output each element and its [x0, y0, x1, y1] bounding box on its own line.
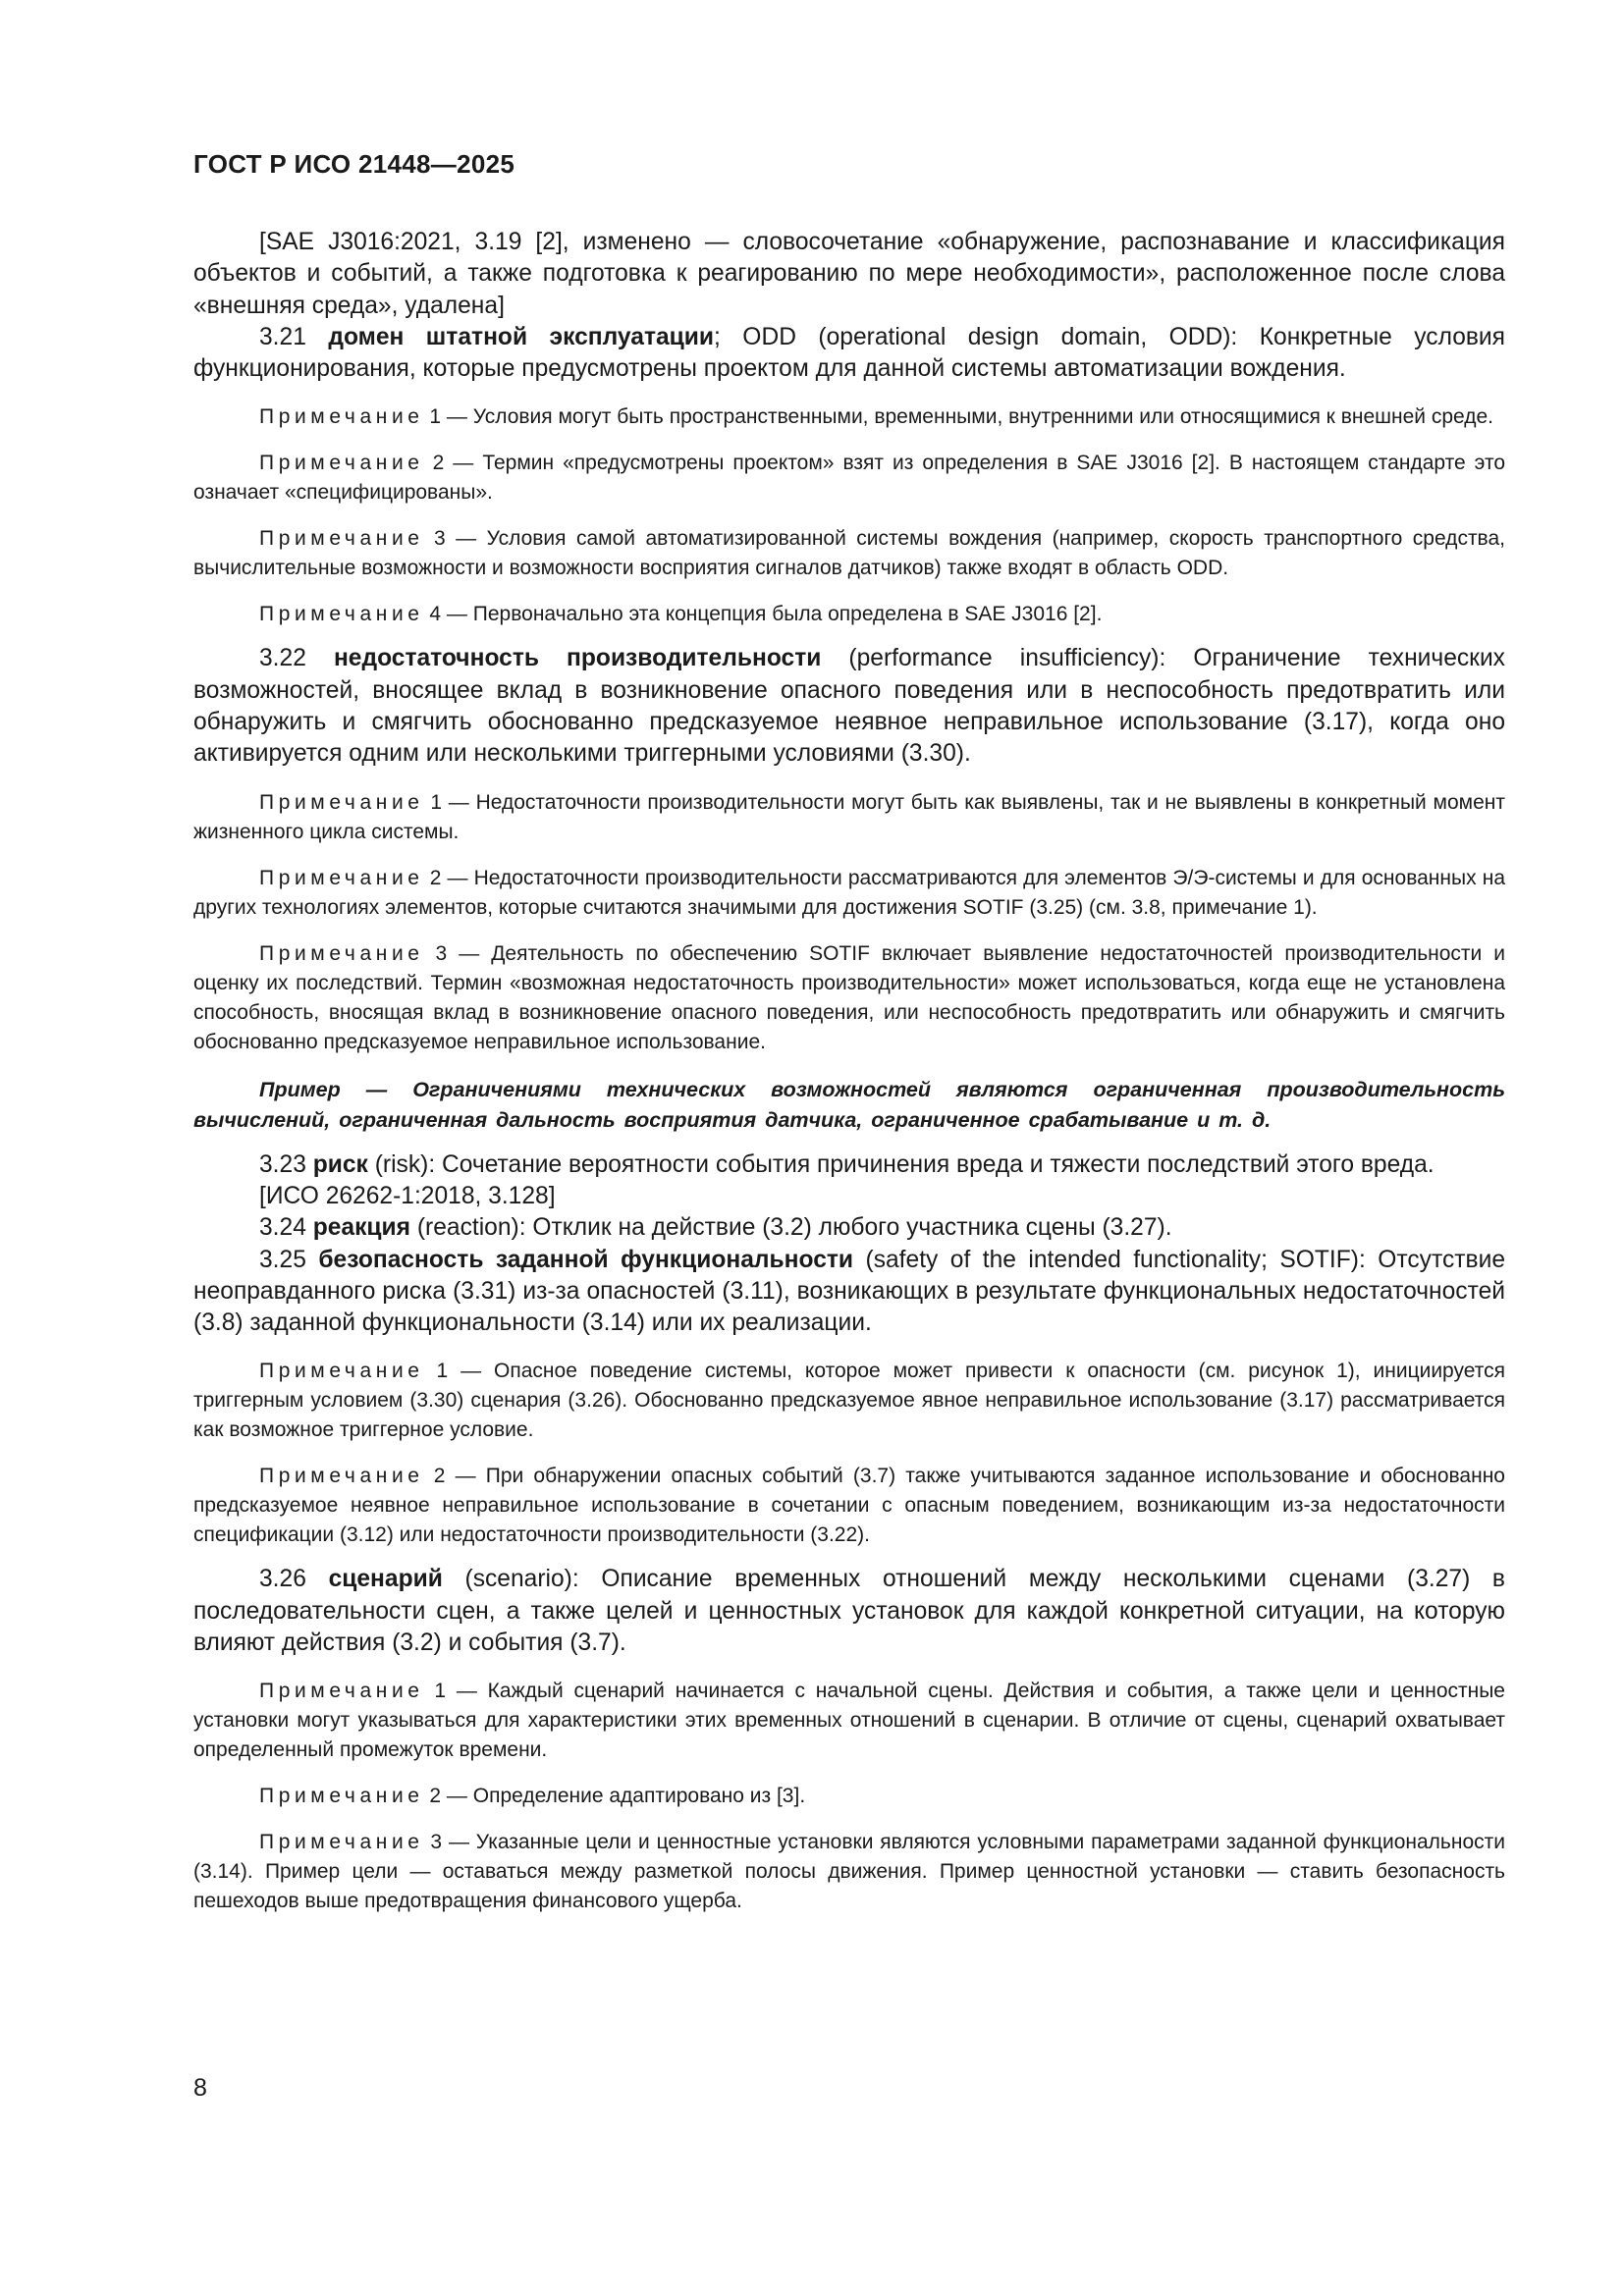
- note-number: 1: [430, 790, 443, 814]
- example-paragraph: Пример — Ограничениями технических возможностей являются ограниченная производительность вычислений, ограниченная дальность восприятия датчика, ограниченное срабатывание и т. д.: [193, 1077, 1505, 1132]
- note-number: 2: [432, 452, 445, 475]
- note-text: — Условия могут быть пространственными, временными, внутренними или относящимися к внешней среде.: [441, 405, 1493, 429]
- note: [193, 402, 1505, 432]
- term-definition-3-25: [193, 1245, 1505, 1340]
- note-text: — Каждый сценарий начинается с начальной сцены. Действия и события, а также цели и ценностные установки могут указываться для характеристики этих временных отношений в сценарии. В отличие от сцены, сценарий охватывает определенный промежуток времени.: [193, 1680, 1505, 1762]
- term-name: сценарий: [328, 1566, 443, 1593]
- note-number: 1: [429, 405, 442, 429]
- note-label: Примечание: [259, 452, 424, 475]
- page-number: 8: [193, 2074, 207, 2102]
- term-body: (scenario): Описание временных отношений между несколькими сценами (3.27) в последовательности сцен, а также целей и ценностных установок для каждой конкретной ситуации, на которую влияют действия (3.2) и события (3.7).: [193, 1566, 1505, 1657]
- note-number: 2: [429, 866, 442, 889]
- document-header: ГОСТ Р ИСО 21448—2025: [193, 149, 515, 179]
- note-text: — Опасное поведение системы, которое может привести к опасности (см. рисунок 1), инициируется триггерным условием (3.30) сценария (3.26). Обоснованно предсказуемое явное неправильное использование (3.17) рассматривается как возможное триггерное условие.: [193, 1360, 1506, 1442]
- note: [193, 449, 1505, 507]
- note-number: 4: [429, 603, 442, 626]
- note-label: Примечание: [259, 1360, 424, 1383]
- note-text: — Указанные цели и ценностные установки являются условными параметрами заданной функциональности (3.14). Пример цели — оставаться между разметкой полосы движения. Пример ценностной установки — ставить безопасность пешеходов выше предотвращения финансового ущерба.: [193, 1831, 1506, 1913]
- note-label: Примечание: [259, 941, 424, 965]
- note-number: 2: [429, 1785, 442, 1808]
- note-number: 1: [434, 1680, 447, 1703]
- note-number: 3: [430, 1831, 443, 1854]
- term-number: 3.23: [259, 1150, 306, 1178]
- note: [193, 864, 1505, 923]
- note: [193, 939, 1505, 1057]
- note-label: Примечание: [259, 405, 424, 429]
- term-definition-3-26: [193, 1564, 1505, 1659]
- note-number: 3: [435, 941, 448, 965]
- note: [193, 1677, 1505, 1765]
- term-definition-3-22: [193, 643, 1505, 770]
- term-name: риск: [312, 1150, 368, 1178]
- term-number: 3.24: [259, 1214, 306, 1242]
- note: [193, 1782, 1505, 1811]
- term-body: (risk): Сочетание вероятности события причинения вреда и тяжести последствий этого вреда.: [367, 1150, 1435, 1178]
- note-text: — Недостаточности производительности могут быть как выявлены, так и не выявлены в конкретный момент жизненного цикла системы.: [193, 790, 1505, 843]
- note: [193, 1462, 1505, 1550]
- note: [193, 788, 1505, 847]
- note-label: Примечание: [259, 1831, 424, 1854]
- note-label: Примечание: [259, 1680, 424, 1703]
- note-text: — Первоначально эта концепция была определена в SAE J3016 [2].: [441, 603, 1103, 626]
- note: [193, 600, 1505, 629]
- note-number: 1: [436, 1360, 449, 1383]
- source-reference: [ИСО 26262-1:2018, 3.128]: [259, 1182, 556, 1209]
- term-body: ; ODD (operational design domain, ODD): Конкретные условия функционирования, которые предусмотрены проектом для данной системы автоматизации вождения.: [193, 323, 1505, 383]
- term-name: домен штатной эксплуатации: [328, 323, 715, 350]
- note-label: Примечание: [259, 1785, 424, 1808]
- note: [193, 524, 1505, 583]
- note-number: 3: [434, 527, 446, 551]
- term-body: (safety of the intended functionality; SOTIF): Отсутствие неоправданного риска (3.31) из-за опасностей (3.11), возникающих в результате функциональных недостаточностей (3.8) заданной функциональности (3.14) или их реализации.: [193, 1246, 1505, 1337]
- source-reference: [SAE J3016:2021, 3.19 [2], изменено — словосочетание «обнаружение, распознавание и классификация объектов и событий, а также подготовка к реагированию по мере необходимости», расположенное после слова «внешняя среда», удалена]: [193, 229, 1505, 319]
- term-number: 3.26: [259, 1566, 306, 1593]
- term-number: 3.22: [259, 645, 306, 672]
- note: [193, 1828, 1505, 1916]
- document-body: [193, 227, 1505, 1916]
- note-label: Примечание: [259, 1465, 424, 1488]
- note-label: Примечание: [259, 866, 424, 889]
- term-definition-3-21: [193, 322, 1505, 386]
- term-name: безопасность заданной функциональности: [318, 1246, 854, 1273]
- term-definition-3-23: [193, 1149, 1505, 1181]
- term-name: реакция: [312, 1214, 410, 1242]
- term-name: недостаточность производительности: [333, 645, 822, 672]
- note-text: — Недостаточности производительности рассматриваются для элементов Э/Э-системы и для основанных на других технологиях элементов, которые считаются значимыми для достижения SOTIF (3.25) (см. 3.8, примечание 1).: [193, 866, 1506, 919]
- term-body: (reaction): Отклик на действие (3.2) любого участника сцены (3.27).: [410, 1214, 1172, 1242]
- term-number: 3.21: [259, 323, 306, 350]
- term-body: (performance insufficiency): Ограничение технических возможностей, вносящее вклад в возникновение опасного поведения или в неспособность предотвратить или обнаружить и смягчить обоснованно предсказуемое неявное неправильное использование (3.17), когда оно активируется одним или несколькими триггерными условиями (3.30).: [193, 645, 1505, 768]
- note-text: — Условия самой автоматизированной системы вождения (например, скорость транспортного средства, вычислительные возможности и возможности восприятия сигналов датчиков) также входят в область ODD.: [193, 527, 1505, 580]
- term-number: 3.25: [259, 1246, 306, 1273]
- note-text: — При обнаружении опасных событий (3.7) также учитываются заданное использование и обоснованно предсказуемое неявное неправильное использование в сочетании с опасным поведением, возникающим из-за недостаточности спецификации (3.12) или недостаточности производительности (3.22).: [193, 1465, 1505, 1547]
- note-number: 2: [433, 1465, 446, 1488]
- note-label: Примечание: [259, 790, 424, 814]
- note-label: Примечание: [259, 527, 424, 551]
- note-text: — Деятельность по обеспечению SOTIF включает выявление недостаточностей производительности и оценку их последствий. Термин «возможная недостаточность производительности» может использоваться, когда еще не установлена способность, вносящая вклад в возникновение опасного поведения, или неспособность предотвратить или обнаружить и смягчить обоснованно предсказуемое неправильное использование.: [193, 941, 1505, 1053]
- term-definition-3-24: [193, 1212, 1505, 1244]
- note: [193, 1357, 1505, 1445]
- note-label: Примечание: [259, 603, 424, 626]
- note-text: — Термин «предусмотрены проектом» взят из определения в SAE J3016 [2]. В настоящем стандарте это означает «специфицированы».: [193, 452, 1506, 505]
- note-text: — Определение адаптировано из [3].: [441, 1785, 806, 1808]
